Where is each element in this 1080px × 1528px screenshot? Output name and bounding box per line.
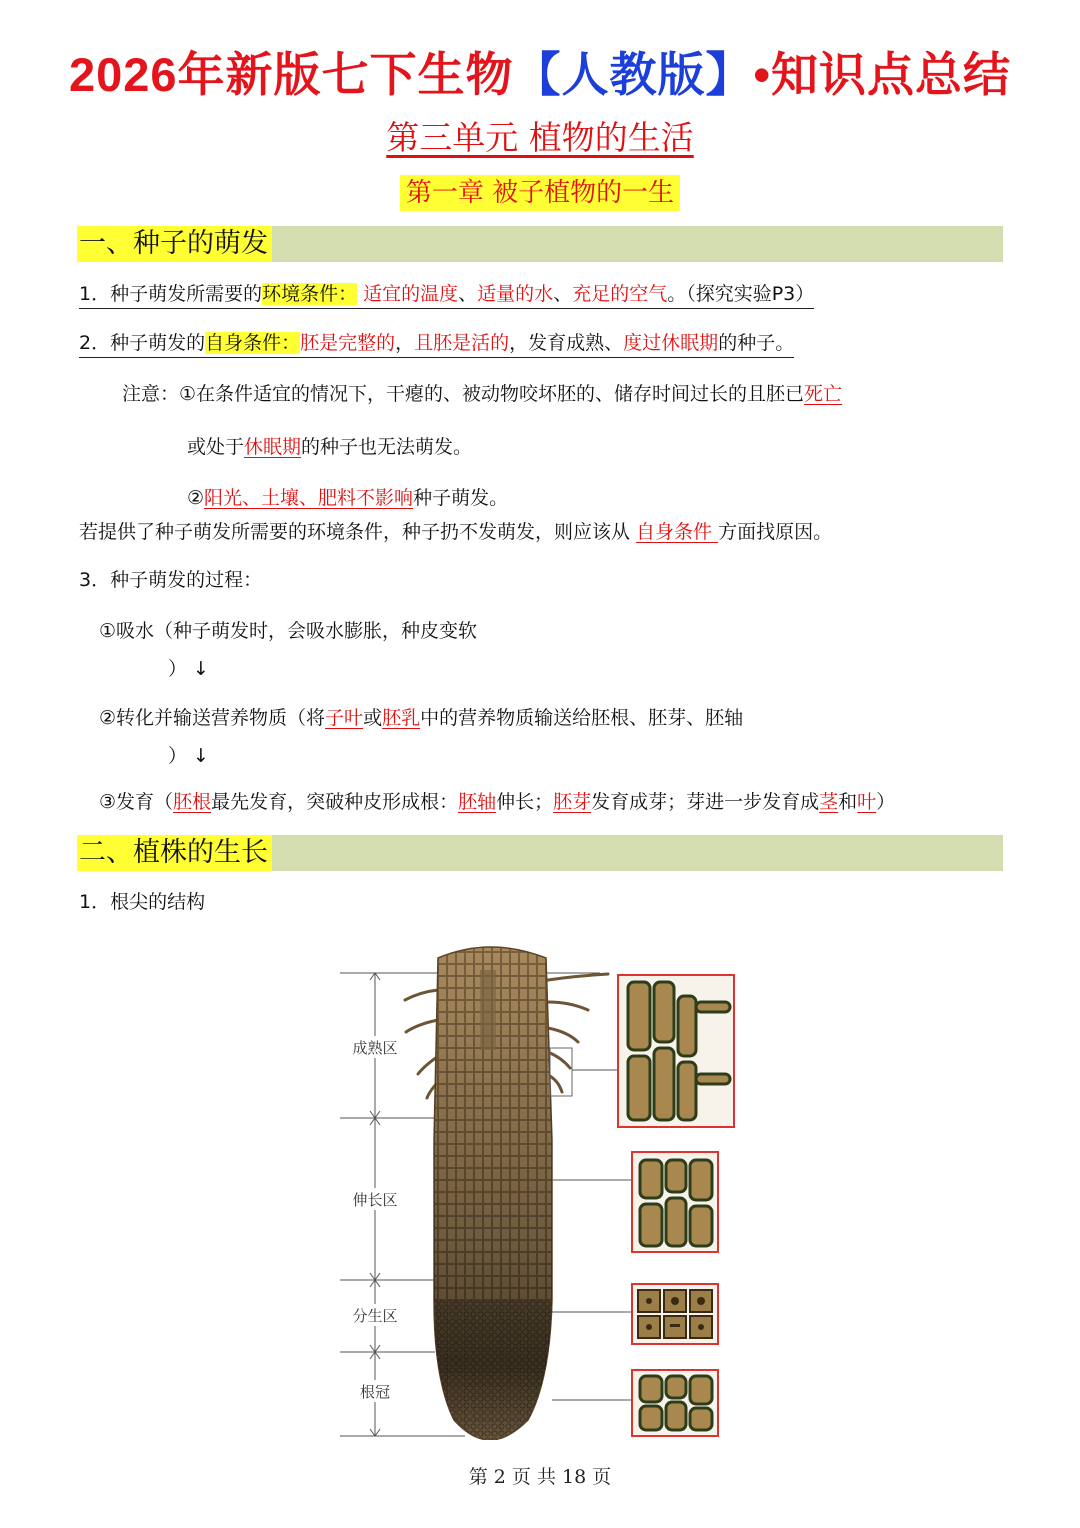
detail-box-root-cap [632, 1370, 718, 1436]
zone-label-root-cap: 根冠 [359, 1383, 391, 1401]
note-line-1: 注意：①在条件适宜的情况下，干瘪的、被动物咬坏胚的、储存时间过长的且胚已死亡 [122, 383, 843, 405]
detail-box-meristem [632, 1284, 718, 1344]
process-arrow-1: ） ↓ [168, 658, 209, 680]
process-step-2: ②转化并输送营养物质（将子叶或胚乳中的营养物质输送给胚根、胚芽、胚轴 [99, 707, 744, 729]
section-heading-bar [77, 835, 1003, 871]
line-self-conditions: 2．种子萌发的自身条件：胚是完整的，且胚是活的，发育成熟、度过休眠期的种子。 [79, 329, 794, 357]
process-arrow-2: ） ↓ [168, 745, 209, 767]
document-title: 2026年新版七下生物【人教版】•知识点总结 [68, 48, 1012, 101]
unit-title: 第三单元 植物的生活 [386, 118, 694, 157]
detail-box-elongation [632, 1152, 718, 1252]
page-footer: 第 2 页 共 18 页 [468, 1466, 612, 1488]
note-line-3: ②阳光、土壤、肥料不影响种子萌发。 [187, 487, 509, 509]
line-process-heading: 3．种子萌发的过程： [79, 569, 263, 591]
line-environment-conditions: 1．种子萌发所需要的环境条件： 适宜的温度、适量的水、充足的空气。（探究实验P3） [79, 280, 814, 308]
zone-label-elongation: 伸长区 [352, 1191, 398, 1209]
process-step-3: ③发育（胚根最先发育，突破种皮形成根：胚轴伸长；胚芽发育成芽；芽进一步发育成茎和叶） [99, 791, 896, 813]
section-heading: 二、植株的生长 [77, 835, 272, 871]
process-step-1: ①吸水（种子萌发时，会吸水膨胀，种皮变软 [99, 620, 478, 642]
detail-box-maturation [618, 975, 734, 1127]
section-heading-bar [77, 226, 1003, 262]
section-heading: 一、种子的萌发 [77, 226, 272, 262]
root-tip-diagram [330, 940, 740, 1440]
zone-label-meristem: 分生区 [352, 1307, 398, 1325]
note-line-2: 或处于休眠期的种子也无法萌发。 [187, 436, 473, 458]
zone-label-maturation: 成熟区 [352, 1039, 398, 1057]
line-if-not-germinate: 若提供了种子萌发所需要的环境条件，种子扔不发萌发，则应该从 自身条件 方面找原因。 [79, 521, 833, 543]
line-root-tip-structure: 1．根尖的结构 [79, 891, 206, 913]
chapter-title: 第一章 被子植物的一生 [0, 172, 1080, 209]
